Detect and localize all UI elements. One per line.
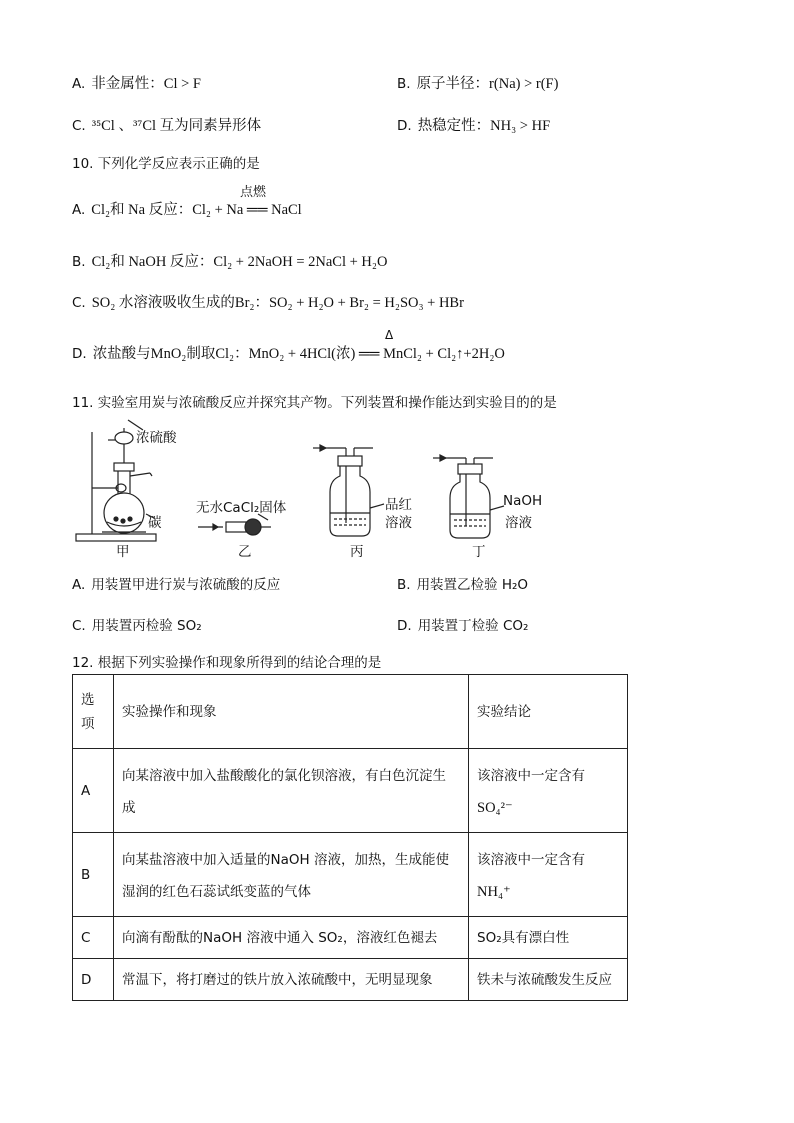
apparatus-ding [433, 455, 504, 538]
row-b-operation-line1: 向某盐溶液中加入适量的NaOH 溶液，加热，生成能使 [122, 851, 449, 868]
q10-option-a [72, 198, 302, 219]
q9-option-d [397, 114, 550, 135]
q9-option-a [72, 72, 201, 93]
table-row [73, 959, 628, 1001]
q10-option-d-text: 浓盐酸与MnO₂制取Cl₂：MnO₂ + 4HCl(浓) ══ MnCl₂ + Cl₂↑+2H₂O [92, 346, 505, 362]
q10-option-a-text: Cl₂和 Na 反应：Cl₂ + Na ══ NaCl [91, 202, 302, 218]
row-b-conclusion-line1: 该溶液中一定含有 [477, 851, 585, 868]
q11-option-a-label: A. [72, 577, 86, 593]
header-operation: 实验操作和现象 [114, 675, 469, 749]
label-pinhong-2: 溶液 [385, 515, 412, 531]
q11-option-a-text: 用装置甲进行炭与浓硫酸的反应 [91, 577, 281, 593]
q11-option-d [397, 614, 528, 634]
apparatus-yi [198, 514, 271, 535]
table-row [73, 917, 628, 959]
q9-option-d-text: 热稳定性：NH₃ > HF [417, 118, 551, 134]
q11-option-b-label: B. [397, 577, 411, 593]
row-a-operation-line2: 成 [122, 799, 136, 816]
row-c-option: C [73, 917, 114, 959]
label-pinhong-1: 品红 [385, 497, 412, 513]
q10-option-c [72, 291, 464, 312]
q9-option-b-text: 原子半径：r(Na) > r(F) [416, 76, 559, 92]
q11-option-c [72, 614, 202, 634]
q10-option-d-label: D. [72, 346, 87, 362]
q11-option-d-label: D. [397, 618, 412, 634]
q9-option-c [72, 114, 261, 135]
row-d-operation: 常温下，将打磨过的铁片放入浓硫酸中，无明显现象 [114, 959, 469, 1001]
table-header-row [73, 675, 628, 749]
q10-option-c-text: SO₂ 水溶液吸收生成的Br₂：SO₂ + H₂O + Br₂ = H₂SO₃ + HBr [91, 295, 464, 311]
q10-option-c-label: C. [72, 295, 86, 311]
q10-a-condition: 点燃 [240, 185, 267, 200]
q10-option-b-text: Cl₂和 NaOH 反应：Cl₂ + 2NaOH = 2NaCl + H₂O [91, 254, 388, 270]
label-bing: 丙 [350, 544, 364, 560]
q11-stem: 11. 实验室用炭与浓硫酸反应并探究其产物。下列装置和操作能达到实验目的的是 [72, 395, 557, 411]
q9-option-b [397, 72, 558, 93]
row-a-conclusion-line1: 该溶液中一定含有 [477, 767, 585, 784]
q9-option-d-label: D. [397, 118, 412, 134]
row-c-operation: 向滴有酚酞的NaOH 溶液中通入 SO₂，溶液红色褪去 [114, 917, 469, 959]
q10-stem: 10. 下列化学反应表示正确的是 [72, 156, 260, 172]
table-row [73, 749, 628, 833]
q10-d-condition: Δ [385, 328, 394, 342]
header-conclusion: 实验结论 [469, 675, 628, 749]
label-jia: 甲 [116, 544, 130, 560]
row-b-operation [114, 833, 469, 917]
q10-option-b-label: B. [72, 254, 86, 270]
row-b-conclusion-line2: NH₄⁺ [477, 883, 511, 900]
row-d-conclusion: 铁未与浓硫酸发生反应 [469, 959, 628, 1001]
q10-option-a-label: A. [72, 202, 86, 218]
q9-option-c-label: C. [72, 118, 86, 134]
q10-option-b [72, 250, 387, 271]
q10-option-d [72, 342, 505, 363]
header-option [73, 675, 114, 749]
q11-option-c-label: C. [72, 618, 86, 634]
experiment-table [72, 674, 628, 1001]
apparatus-bing [313, 445, 384, 536]
label-naoh-2: 溶液 [505, 515, 532, 531]
row-b-option: B [73, 833, 114, 917]
label-ding: 丁 [472, 544, 486, 560]
label-carbon: 碳 [148, 515, 162, 531]
q9-option-a-label: A. [72, 76, 86, 92]
label-cacl2: 无水CaCl₂固体 [196, 500, 287, 516]
header-option-line2: 项 [81, 715, 95, 732]
q9-option-c-text: ³⁵Cl 、³⁷Cl 互为同素异形体 [91, 118, 262, 134]
q11-option-b-text: 用装置乙检验 H₂O [416, 577, 529, 593]
table-row [73, 833, 628, 917]
q9-option-b-label: B. [397, 76, 411, 92]
q12-stem: 12. 根据下列实验操作和现象所得到的结论合理的是 [72, 655, 382, 671]
q11-option-b [397, 573, 528, 593]
header-option-line1: 选 [81, 691, 95, 708]
label-yi: 乙 [238, 544, 252, 560]
row-b-conclusion [469, 833, 628, 917]
q11-option-d-text: 用装置丁检验 CO₂ [417, 618, 529, 634]
row-c-conclusion: SO₂具有漂白性 [469, 917, 628, 959]
row-a-conclusion-line2: SO₄²⁻ [477, 799, 513, 816]
label-acid: 浓硫酸 [136, 430, 177, 446]
label-naoh-1: NaOH [503, 493, 543, 509]
row-a-operation-line1: 向某溶液中加入盐酸酸化的氯化钡溶液，有白色沉淀生 [122, 767, 446, 784]
q11-option-a [72, 573, 280, 593]
row-b-operation-line2: 湿润的红色石蕊试纸变蓝的气体 [122, 883, 311, 900]
row-a-option: A [73, 749, 114, 833]
q9-option-a-text: 非金属性：Cl > F [91, 76, 201, 92]
row-d-option: D [73, 959, 114, 1001]
q11-option-c-text: 用装置丙检验 SO₂ [91, 618, 202, 634]
row-a-conclusion [469, 749, 628, 833]
row-a-operation [114, 749, 469, 833]
